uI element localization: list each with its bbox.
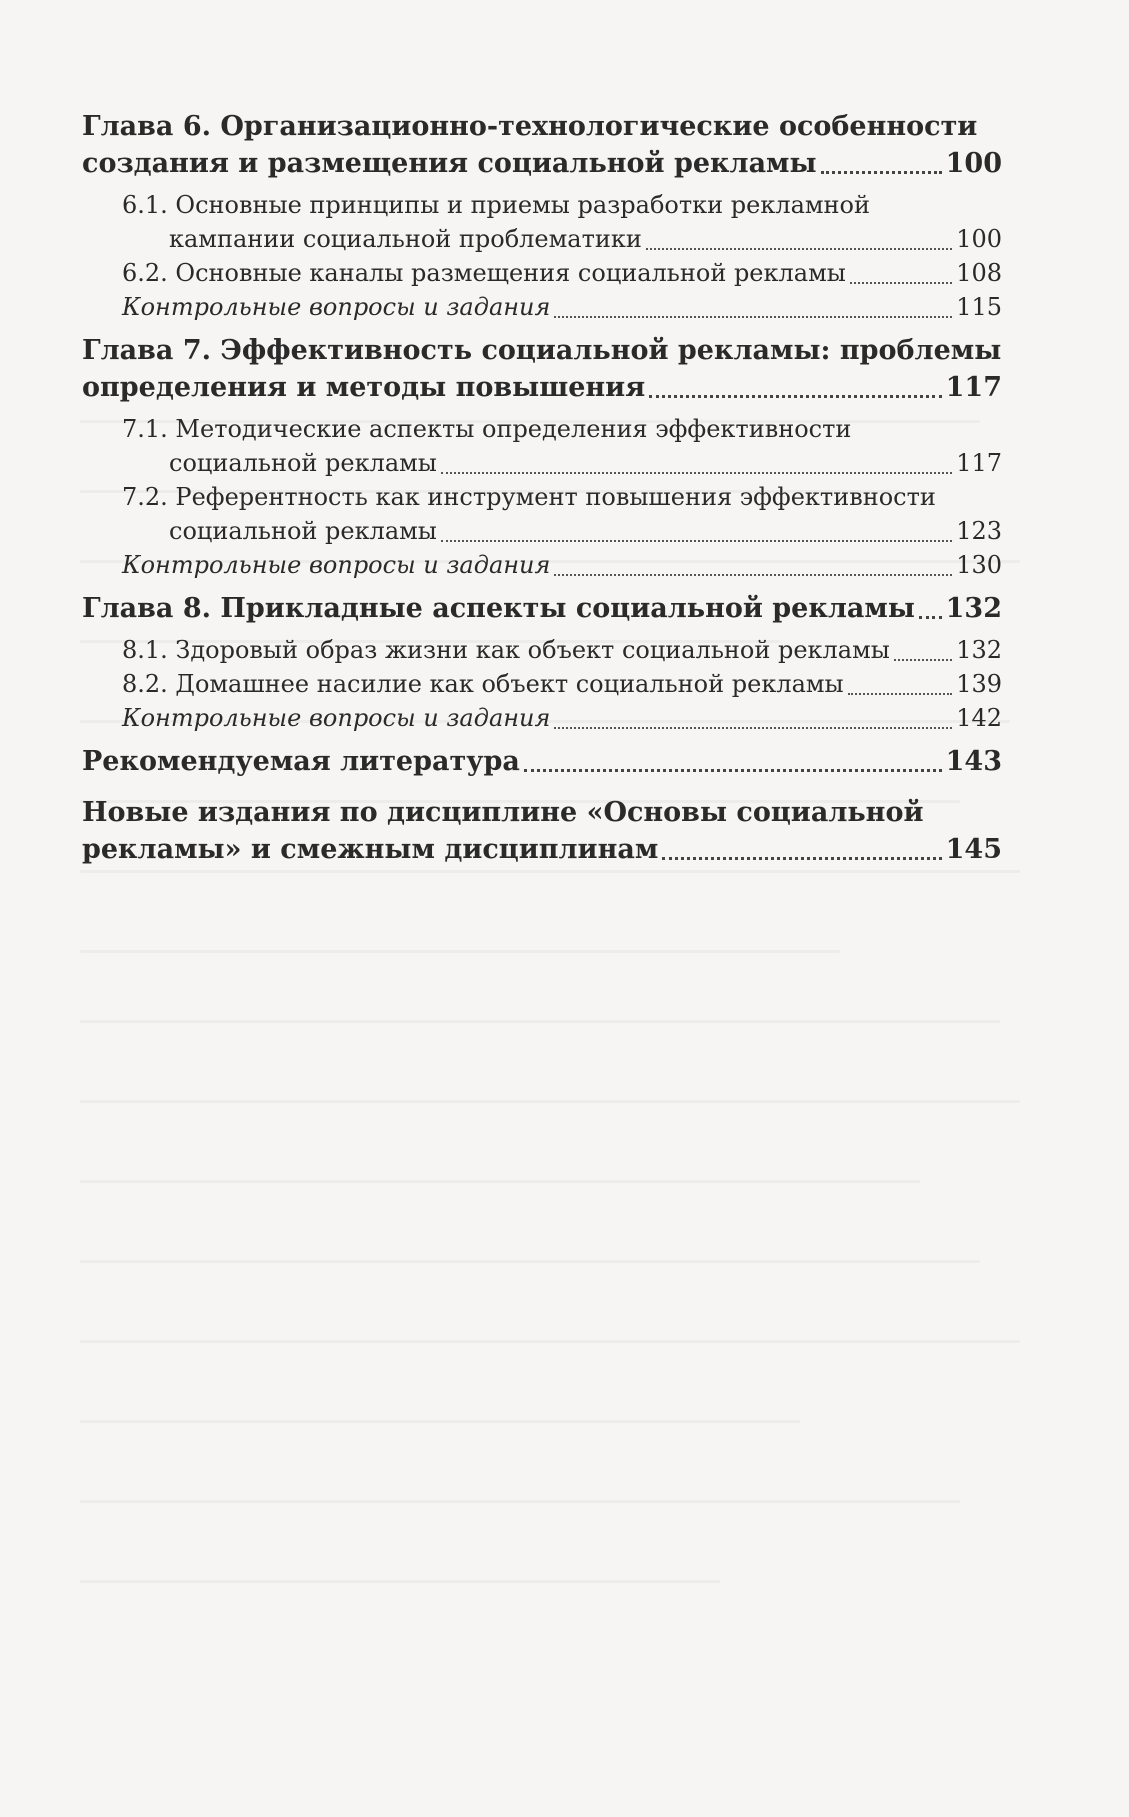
questions-8-title: Контрольные вопросы и задания xyxy=(122,704,551,732)
new-editions-page: 145 xyxy=(945,834,1002,865)
new-editions-title-line2: рекламы» и смежным дисциплинам xyxy=(82,834,659,865)
section-6-2-page: 108 xyxy=(956,259,1002,287)
section-7-1-page: 117 xyxy=(956,449,1002,477)
chapter-7-page: 117 xyxy=(945,372,1002,403)
chapter-8-title: Глава 8. Прикладные аспекты социальной рекламы xyxy=(82,593,915,624)
toc-section-8-1[interactable] xyxy=(82,633,1002,667)
chapter-6-title-line2: создания и размещения социальной рекламы xyxy=(82,148,817,179)
toc-section-8-2[interactable] xyxy=(82,667,1002,701)
toc-section-6-2[interactable] xyxy=(82,256,1002,290)
dot-leader xyxy=(848,693,953,695)
section-6-1-title-line2: кампании социальной проблематики xyxy=(169,225,642,253)
chapter-8-page: 132 xyxy=(945,593,1002,624)
dot-leader xyxy=(821,171,942,174)
dot-leader xyxy=(554,574,952,576)
toc-questions-8[interactable] xyxy=(82,701,1002,735)
dot-leader xyxy=(919,616,942,619)
section-6-2-title: 6.2. Основные каналы размещения социальной рекламы xyxy=(122,259,846,287)
dot-leader xyxy=(554,727,952,729)
dot-leader xyxy=(441,472,952,474)
questions-6-page: 115 xyxy=(956,293,1002,321)
toc-questions-7[interactable] xyxy=(82,548,1002,582)
toc-chapter-8[interactable] xyxy=(82,590,1002,627)
dot-leader xyxy=(850,282,952,284)
section-7-1-title-line2: социальной рекламы xyxy=(169,449,437,477)
toc-questions-6[interactable] xyxy=(82,290,1002,324)
toc-section-7-1[interactable] xyxy=(82,412,1002,480)
dot-leader xyxy=(894,659,952,661)
section-7-2-page: 123 xyxy=(956,517,1002,545)
toc-new-editions[interactable] xyxy=(82,794,1002,868)
section-8-2-page: 139 xyxy=(956,670,1002,698)
questions-7-page: 130 xyxy=(956,551,1002,579)
new-editions-title-line1: Новые издания по дисциплине «Основы социальной xyxy=(82,797,924,828)
section-7-2-title-line1: 7.2. Референтность как инструмент повышения эффективности xyxy=(122,483,936,511)
dot-leader xyxy=(441,540,952,542)
chapter-6-page: 100 xyxy=(945,148,1002,179)
dot-leader xyxy=(649,395,941,398)
literature-page: 143 xyxy=(945,746,1002,777)
section-8-1-page: 132 xyxy=(956,636,1002,664)
dot-leader xyxy=(524,769,942,772)
section-7-1-title-line1: 7.1. Методические аспекты определения эффективности xyxy=(122,415,852,443)
section-6-1-title-line1: 6.1. Основные принципы и приемы разработки рекламной xyxy=(122,191,870,219)
section-7-2-title-line2: социальной рекламы xyxy=(169,517,437,545)
section-6-1-page: 100 xyxy=(956,225,1002,253)
dot-leader xyxy=(646,248,952,250)
section-8-1-title: 8.1. Здоровый образ жизни как объект социальной рекламы xyxy=(122,636,890,664)
dot-leader xyxy=(554,316,952,318)
chapter-7-title-line1: Глава 7. Эффективность социальной рекламы: проблемы xyxy=(82,335,1002,366)
toc-section-6-1[interactable] xyxy=(82,188,1002,256)
dot-leader xyxy=(662,857,941,860)
questions-7-title: Контрольные вопросы и задания xyxy=(122,551,551,579)
chapter-6-title-line1: Глава 6. Организационно-технологические особенности xyxy=(82,111,978,142)
toc-literature[interactable] xyxy=(82,743,1002,780)
literature-title: Рекомендуемая литература xyxy=(82,746,520,777)
toc-section-7-2[interactable] xyxy=(82,480,1002,548)
chapter-7-title-line2: определения и методы повышения xyxy=(82,372,646,403)
section-8-2-title: 8.2. Домашнее насилие как объект социальной рекламы xyxy=(122,670,844,698)
toc-chapter-6[interactable] xyxy=(82,108,1002,182)
questions-8-page: 142 xyxy=(956,704,1002,732)
table-of-contents xyxy=(82,108,1002,874)
toc-chapter-7[interactable] xyxy=(82,332,1002,406)
questions-6-title: Контрольные вопросы и задания xyxy=(122,293,551,321)
